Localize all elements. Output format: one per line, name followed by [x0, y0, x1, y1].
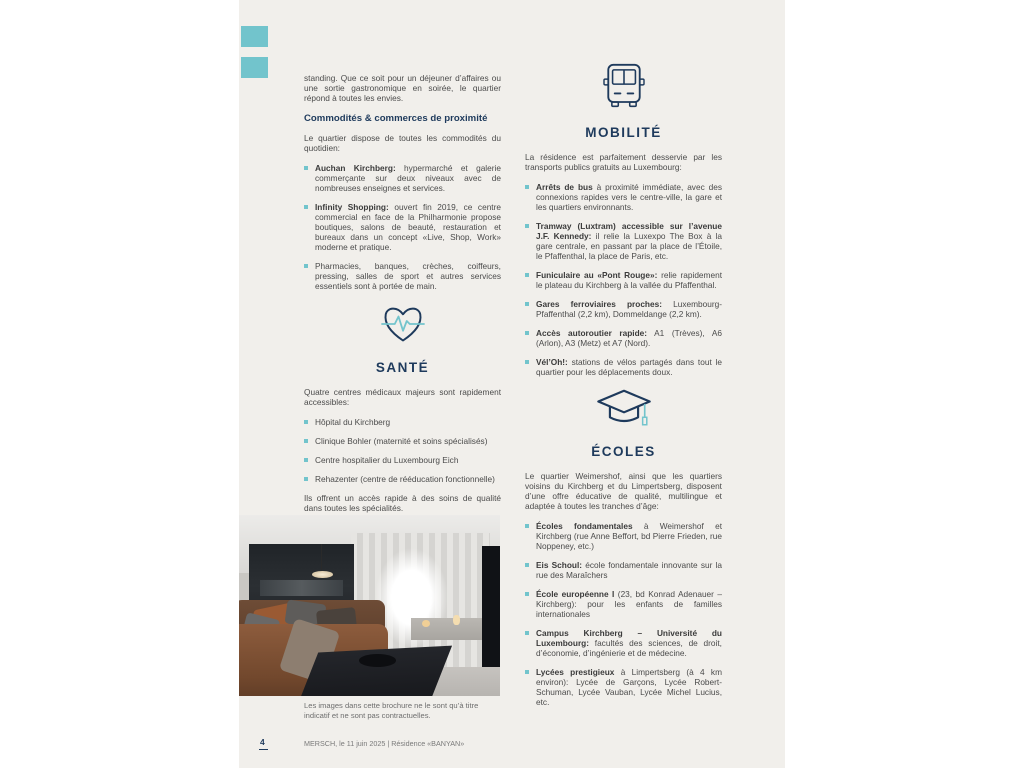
commodites-lead: Le quartier dispose de toutes les commodités du quotidien: [304, 133, 501, 153]
commodites-list [304, 163, 501, 291]
square-bullet-icon [304, 477, 308, 481]
sante-outro: Ils offrent un accès rapide à des soins de qualité dans toutes les spécialités. [304, 493, 501, 513]
mobilite-list [525, 182, 722, 377]
teal-accent-block [241, 57, 268, 78]
photo-table-lamp [422, 620, 430, 627]
list-item: École européenne I (23, bd Konrad Adenauer – Kirchberg): pour les enfants de familles internationales [525, 589, 722, 619]
photo-caption: Les images dans cette brochure ne le sont qu’à titre indicatif et ne sont pas contractuelles. [304, 701, 479, 720]
square-bullet-icon [304, 205, 308, 209]
list-item: Eis Schoul: école fondamentale innovante sur la rue des Maraîchers [525, 560, 722, 580]
square-bullet-icon [525, 592, 529, 596]
list-item: Tramway (Luxtram) accessible sur l’avenue J.F. Kennedy: il relie la Luxexpo The Box à la gare centrale, en passant par la place de l’Étoile, le Pfaffenthal, la place de Paris, etc. [525, 221, 722, 261]
square-bullet-icon [525, 302, 529, 306]
square-bullet-icon [525, 331, 529, 335]
ecoles-icon-block [525, 387, 722, 436]
square-bullet-icon [304, 420, 308, 424]
sante-list [304, 417, 501, 484]
photo-shelf-niche [260, 580, 344, 596]
square-bullet-icon [525, 670, 529, 674]
bus-icon [601, 62, 647, 112]
square-bullet-icon [525, 563, 529, 567]
square-bullet-icon [304, 264, 308, 268]
list-item: Gares ferroviaires proches: Luxembourg-Pfaffenthal (2,2 km), Dommeldange (2,2 km). [525, 299, 722, 319]
list-item: Écoles fondamentales à Weimershof et Kirchberg (rue Anne Beffort, bd Pierre Frieden, rue Noppeney, etc.) [525, 521, 722, 551]
list-item: Infinity Shopping: ouvert fin 2019, ce centre commercial en face de la Philharmonie propose boutiques, salons de beauté, restauration et bureaux dans un concept «Live, Shop, Work» moderne et pratique. [304, 202, 501, 252]
square-bullet-icon [304, 458, 308, 462]
ecoles-heading: ÉCOLES [591, 444, 656, 459]
square-bullet-icon [525, 631, 529, 635]
right-column [525, 62, 722, 716]
sante-icon-block [304, 301, 501, 352]
list-item: Lycées prestigieux à Limpertsberg (à 4 km environ): Lycée de Garçons, Lycée Robert-Schuman, Lycée Vauban, Lycée Michel Lucius, etc. [525, 667, 722, 707]
list-item: Funiculaire au «Pont Rouge»: relie rapidement le plateau du Kirchberg à la vallée du Pfaffenthal. [525, 270, 722, 290]
footer-text: MERSCH, le 11 juin 2025 | Résidence «BANYAN» [304, 739, 465, 748]
sante-heading: SANTÉ [375, 360, 430, 375]
square-bullet-icon [525, 360, 529, 364]
left-column [304, 73, 501, 523]
photo-coffee-table [297, 646, 452, 696]
photo-bowl [359, 654, 396, 667]
ecoles-lead: Le quartier Weimershof, ainsi que les quartiers voisins du Kirchberg et du Limpertsberg, disposent d’une offre éducative de qualité, multilingue et adaptée à toutes les tranches d’âge: [525, 471, 722, 511]
square-bullet-icon [525, 185, 529, 189]
square-bullet-icon [525, 273, 529, 277]
mobilite-icon-block [525, 62, 722, 117]
list-item: Arrêts de bus à proximité immédiate, avec des connexions rapides vers le centre-ville, la gare et les quartiers environnants. [525, 182, 722, 212]
square-bullet-icon [304, 439, 308, 443]
list-item: Rehazenter (centre de rééducation fonctionnelle) [304, 474, 501, 484]
mobilite-lead: La résidence est parfaitement desservie par les transports publics gratuits au Luxembourg: [525, 152, 722, 172]
square-bullet-icon [525, 524, 529, 528]
photo-pendant-cord [321, 544, 322, 573]
page-number-rule [259, 749, 268, 750]
interior-photo [239, 515, 500, 696]
sante-lead: Quatre centres médicaux majeurs sont rapidement accessibles: [304, 387, 501, 407]
mobilite-heading: MOBILITÉ [585, 125, 662, 140]
intro-paragraph: standing. Que ce soit pour un déjeuner d’affaires ou une sortie gastronomique en soirée, le quartier répond à toutes les envies. [304, 73, 501, 103]
page-number: 4 [260, 737, 265, 747]
teal-accent-block [241, 26, 268, 47]
list-item: Campus Kirchberg – Université du Luxembourg: facultés des sciences, de droit, d’économie, d’ingénierie et de médecine. [525, 628, 722, 658]
photo-table-lamp [453, 615, 460, 626]
list-item: Auchan Kirchberg: hypermarché et galerie commerçante sur deux niveaux avec de nombreuses enseignes et services. [304, 163, 501, 193]
list-item: Pharmacies, banques, crèches, coiffeurs, pressing, salles de sport et autres services essentiels sont à portée de main. [304, 261, 501, 291]
square-bullet-icon [304, 166, 308, 170]
list-item: Centre hospitalier du Luxembourg Eich [304, 455, 501, 465]
square-bullet-icon [525, 224, 529, 228]
brochure-page [239, 0, 785, 768]
list-item: Hôpital du Kirchberg [304, 417, 501, 427]
list-item: Vél’Oh!: stations de vélos partagés dans tout le quartier pour les déplacements doux. [525, 357, 722, 377]
list-item: Clinique Bohler (maternité et soins spécialisés) [304, 436, 501, 446]
photo-tv [482, 546, 500, 685]
ecoles-list [525, 521, 722, 707]
heart-pulse-icon [379, 301, 427, 347]
graduation-cap-icon [595, 387, 653, 431]
commodites-heading: Commodités & commerces de proximité [304, 113, 488, 124]
list-item: Accès autoroutier rapide: A1 (Trèves), A6 (Arlon), A3 (Metz) et A7 (Nord). [525, 328, 722, 348]
